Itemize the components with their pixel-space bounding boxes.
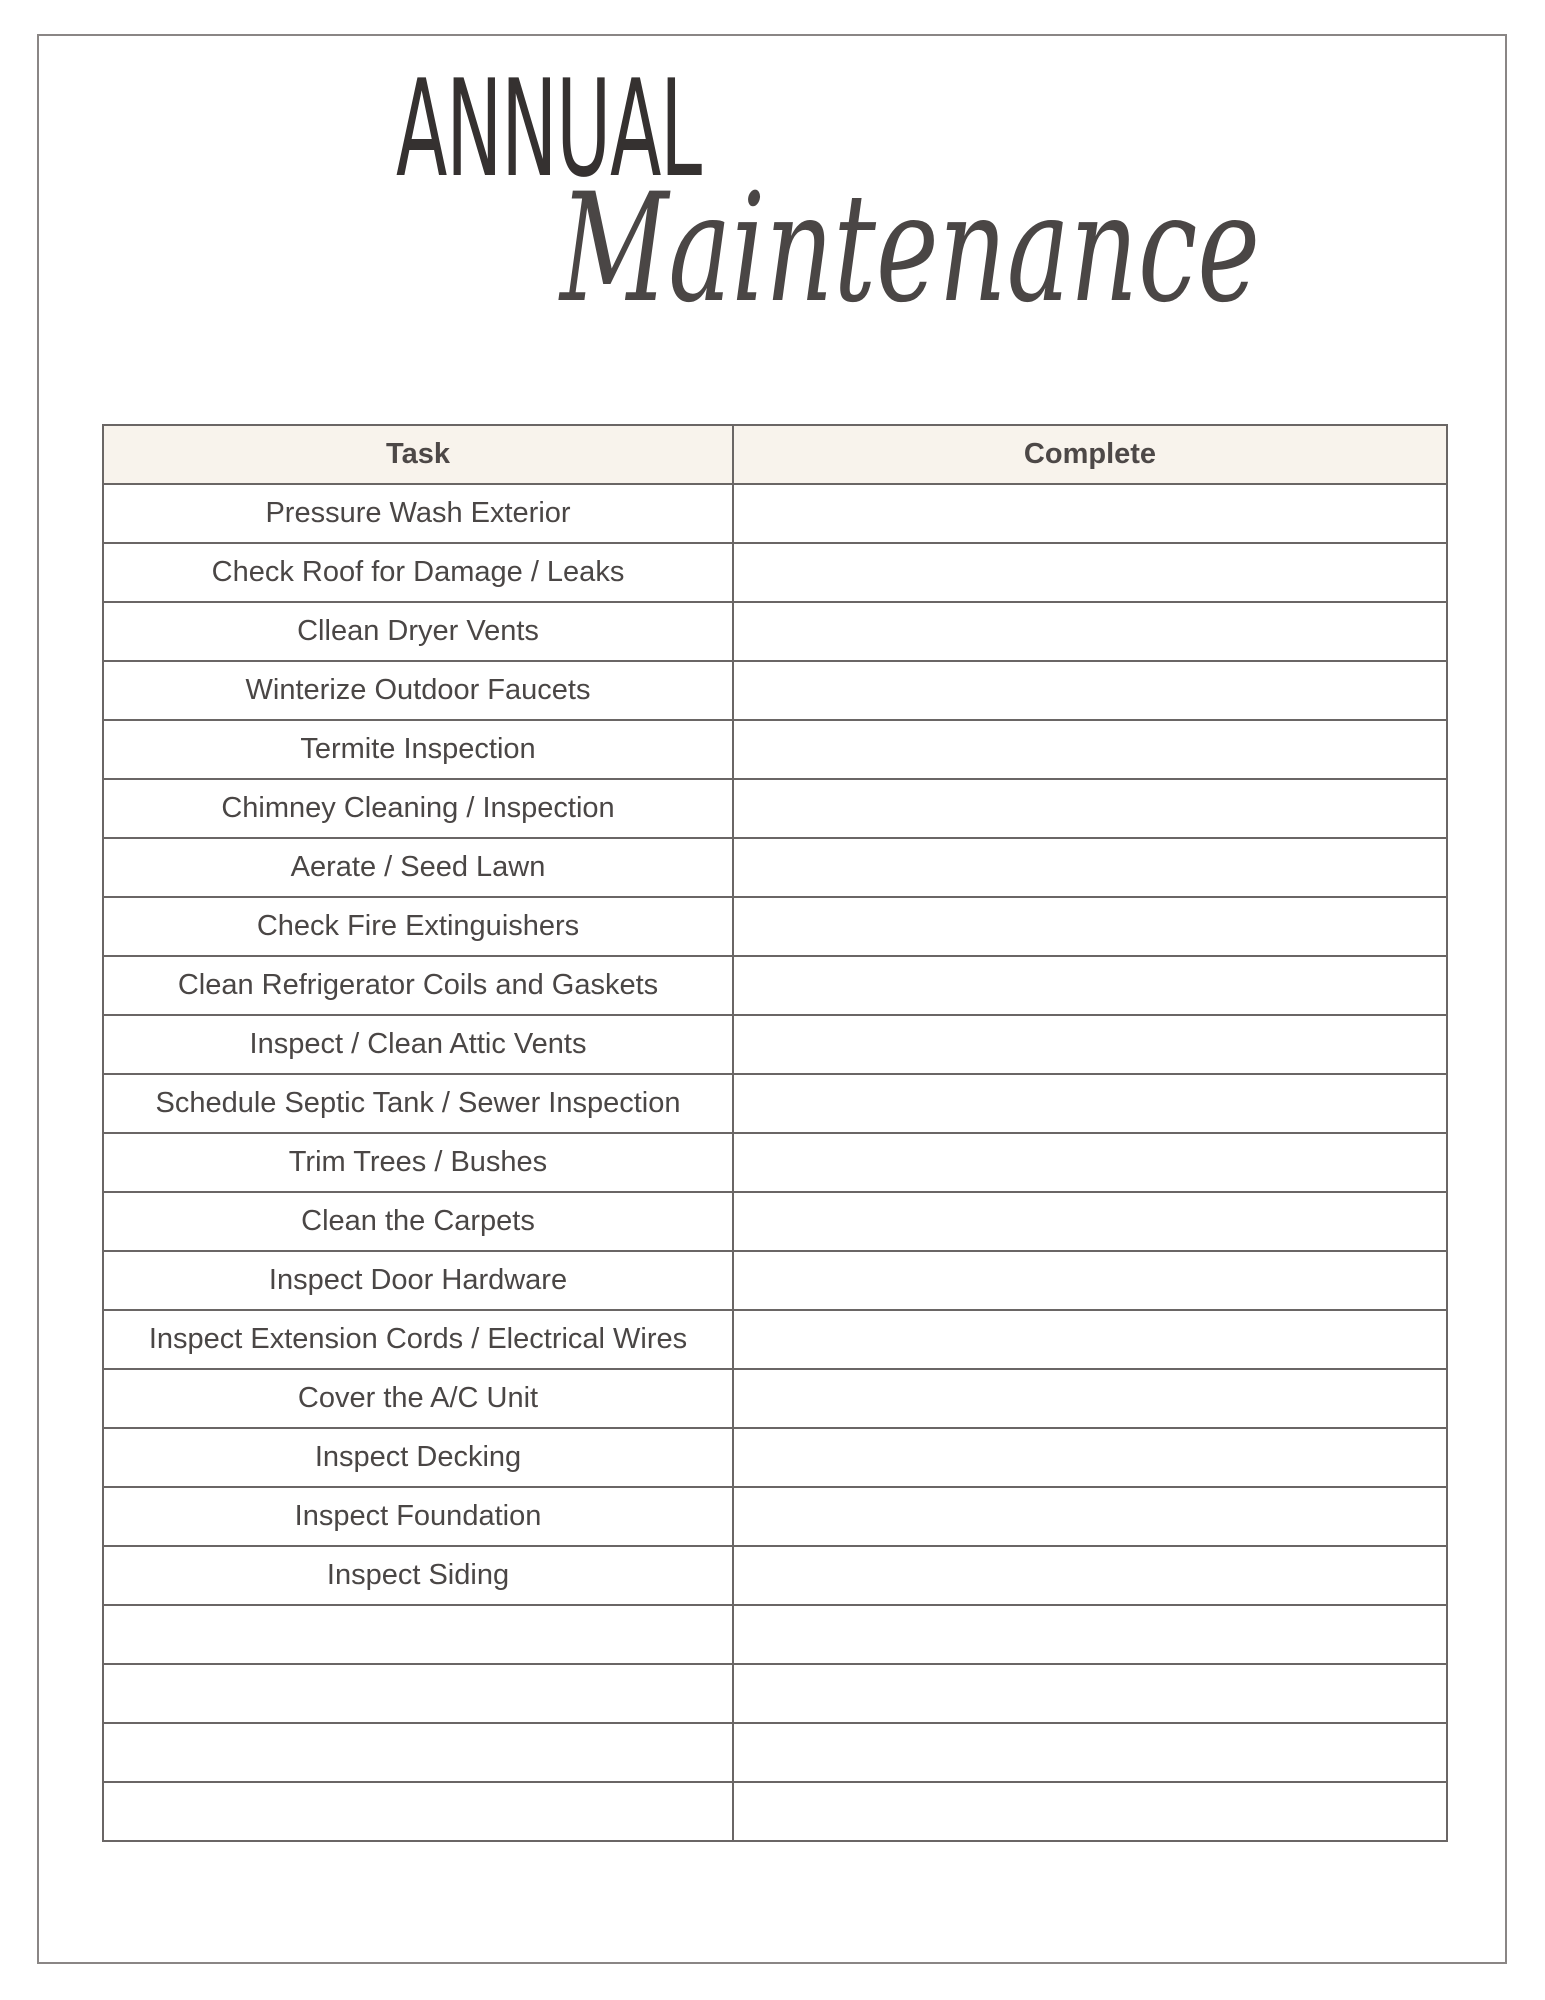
table-row <box>103 1192 1447 1251</box>
complete-cell[interactable] <box>733 602 1447 661</box>
complete-cell[interactable] <box>733 897 1447 956</box>
task-cell: Schedule Septic Tank / Sewer Inspection <box>103 1074 733 1133</box>
task-cell: Cllean Dryer Vents <box>103 602 733 661</box>
complete-cell[interactable] <box>733 1251 1447 1310</box>
complete-cell[interactable] <box>733 720 1447 779</box>
complete-cell[interactable] <box>733 1605 1447 1664</box>
complete-cell[interactable] <box>733 661 1447 720</box>
table-row <box>103 1074 1447 1133</box>
table-row <box>103 602 1447 661</box>
task-cell: Clean Refrigerator Coils and Gaskets <box>103 956 733 1015</box>
task-cell: Inspect Decking <box>103 1428 733 1487</box>
complete-cell[interactable] <box>733 1369 1447 1428</box>
task-cell: Inspect Extension Cords / Electrical Wires <box>103 1310 733 1369</box>
table-body <box>103 484 1447 1841</box>
complete-cell[interactable] <box>733 956 1447 1015</box>
table-header-row <box>103 425 1447 484</box>
complete-cell[interactable] <box>733 1664 1447 1723</box>
task-cell[interactable] <box>103 1664 733 1723</box>
task-cell: Inspect Door Hardware <box>103 1251 733 1310</box>
task-cell: Pressure Wash Exterior <box>103 484 733 543</box>
table-row <box>103 1487 1447 1546</box>
header-task: Task <box>103 425 733 484</box>
maintenance-table <box>102 424 1448 1842</box>
task-cell: Aerate / Seed Lawn <box>103 838 733 897</box>
task-cell: Cover the A/C Unit <box>103 1369 733 1428</box>
table-row <box>103 1428 1447 1487</box>
task-cell[interactable] <box>103 1605 733 1664</box>
complete-cell[interactable] <box>733 1487 1447 1546</box>
task-cell: Inspect Siding <box>103 1546 733 1605</box>
complete-cell[interactable] <box>733 543 1447 602</box>
complete-cell[interactable] <box>733 1546 1447 1605</box>
table-row <box>103 720 1447 779</box>
task-cell: Clean the Carpets <box>103 1192 733 1251</box>
table-row <box>103 1133 1447 1192</box>
table-row <box>103 1251 1447 1310</box>
complete-cell[interactable] <box>733 1723 1447 1782</box>
table-row <box>103 1664 1447 1723</box>
complete-cell[interactable] <box>733 484 1447 543</box>
complete-cell[interactable] <box>733 1192 1447 1251</box>
table-row <box>103 1723 1447 1782</box>
table-row <box>103 838 1447 897</box>
complete-cell[interactable] <box>733 1133 1447 1192</box>
table-row <box>103 1310 1447 1369</box>
task-cell: Inspect / Clean Attic Vents <box>103 1015 733 1074</box>
table-row <box>103 779 1447 838</box>
complete-cell[interactable] <box>733 779 1447 838</box>
table-row <box>103 484 1447 543</box>
task-cell[interactable] <box>103 1723 733 1782</box>
complete-cell[interactable] <box>733 1015 1447 1074</box>
table-row <box>103 1015 1447 1074</box>
task-cell: Check Fire Extinguishers <box>103 897 733 956</box>
title-maintenance <box>557 160 1280 400</box>
title-maintenance-text: Maintenance <box>557 162 1260 336</box>
table-row <box>103 543 1447 602</box>
complete-cell[interactable] <box>733 1074 1447 1133</box>
task-cell: Winterize Outdoor Faucets <box>103 661 733 720</box>
task-cell: Chimney Cleaning / Inspection <box>103 779 733 838</box>
complete-cell[interactable] <box>733 838 1447 897</box>
table-row <box>103 897 1447 956</box>
table-row <box>103 661 1447 720</box>
task-cell[interactable] <box>103 1782 733 1841</box>
task-cell: Check Roof for Damage / Leaks <box>103 543 733 602</box>
header-complete: Complete <box>733 425 1447 484</box>
table-row <box>103 956 1447 1015</box>
complete-cell[interactable] <box>733 1428 1447 1487</box>
task-cell: Termite Inspection <box>103 720 733 779</box>
table-row <box>103 1546 1447 1605</box>
title-annual: ANNUAL <box>396 51 701 207</box>
table-row <box>103 1605 1447 1664</box>
complete-cell[interactable] <box>733 1310 1447 1369</box>
task-cell: Trim Trees / Bushes <box>103 1133 733 1192</box>
table-row <box>103 1369 1447 1428</box>
table-row <box>103 1782 1447 1841</box>
complete-cell[interactable] <box>733 1782 1447 1841</box>
task-cell: Inspect Foundation <box>103 1487 733 1546</box>
